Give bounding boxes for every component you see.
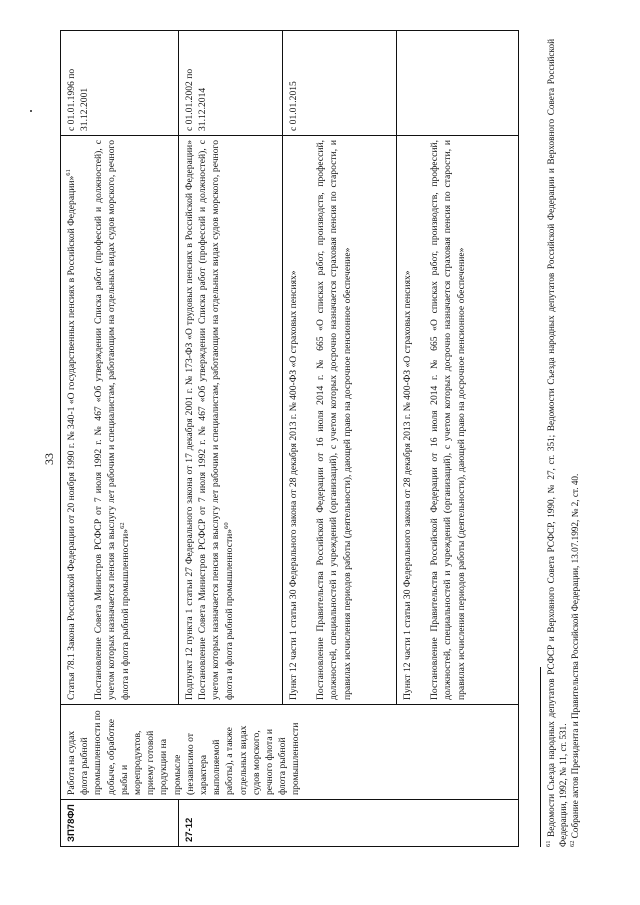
legal-doc: Постановление Правительства Российской Федерации от 16 июля 2014 г. № 665 «О списках работ, производств, профессий, должностей, специальностей и учреждений (организаций), с учетом которых досрочно назначается страховая пенсия по старости, и правилах исчисления периодов работы (деятельности), дающей право на досрочное пенсионное обеспечение» — [429, 140, 467, 700]
table-row — [61, 31, 179, 847]
legal-doc: Подпункт 12 пункта 1 статьи 27 Федерального закона от 17 декабря 2001 г. № 173-ФЗ «О трудовых пенсиях в Российской Федерации» Постановление Совета Министров РСФСР от 7 июля 1992 г. № 467 «Об утверждении Списка работ (профессий и должностей), с учетом которых назначается пенсия за выслугу лет рабочим и специалистам, работающим на отдельных видах судов морского, речного флота и флота рыбной промышленности» — [184, 140, 235, 700]
footnote — [569, 39, 581, 847]
footnotes — [540, 39, 581, 847]
row-legal-basis — [283, 136, 397, 705]
scan-speck — [30, 110, 32, 112]
row-code: ЗП78ФЛ — [61, 800, 179, 847]
row-work-description: Работа на судах флота рыбной промышленности по добыче, обработке рыбы и морепродуктов, приему готовой продукции на промысле (независимо от характера выполняемой работы), а также отдельных видах судов морского, речного флота и флота рыбной промышленности — [61, 705, 519, 800]
row-period — [397, 31, 519, 136]
legal-doc: Постановление Совета Министров РСФСР от 7 июля 1992 г. № 467 «Об утверждении Списка работ (профессий и должностей), с учетом которых назначается пенсия за выслугу лет рабочим и специалистам, работающим на отдельных видах судов морского, речного флота и флота рыбной промышленности» — [93, 140, 131, 700]
footnote-ref: 61 — [64, 169, 72, 176]
row-period: с 01.01.2015 — [283, 31, 397, 136]
row-legal-basis — [61, 136, 179, 705]
row-legal-basis — [179, 136, 283, 705]
legal-doc: Пункт 12 части 1 статьи 30 Федерального закона от 28 декабря 2013 г. № 400-ФЗ «О страховых пенсиях» — [402, 270, 413, 700]
footnote-text: Ведомости Съезда народных депутатов РСФСР и Верховного Совета РСФСР, 1990, № 27, ст. 351; Ведомости Съезда народных депутатов Российской Федерации и Верховного Совета Российской Федерации, 1992, № 11, ст. 531. — [546, 38, 568, 847]
footnote-mark: 61 — [544, 840, 552, 847]
footnote-ref: 62 — [118, 522, 126, 529]
footnote-text: Собрание актов Президента и Правительства Российской Федерации, 13.07.1992, № 2, ст. 40. — [570, 473, 580, 839]
page-number: 33 — [42, 453, 56, 465]
footnote-mark: 62 — [568, 840, 576, 847]
footnote-divider — [540, 667, 541, 847]
footnote-ref: 60 — [222, 522, 230, 529]
row-legal-basis — [397, 136, 519, 705]
footnote — [545, 39, 569, 847]
row-code: 27-12 — [179, 800, 519, 847]
row-period: с 01.01.2002 по 31.12.2014 — [179, 31, 283, 136]
legal-doc: Постановление Правительства Российской Федерации от 16 июля 2014 г. № 665 «О списках работ, производств, профессий, должностей, специальностей и учреждений (организаций), с учетом которых досрочно назначается страховая пенсия по старости, и правилах исчисления периодов работы (деятельности), дающей право на досрочное пенсионное обеспечение» — [315, 140, 353, 700]
legal-doc: Пункт 12 части 1 статьи 30 Федерального закона от 28 декабря 2013 г. № 400-ФЗ «О страховых пенсиях» — [288, 270, 299, 700]
row-period: с 01.01.1996 по 31.12.2001 — [61, 31, 179, 136]
legal-doc: Статья 78.1 Закона Российской Федерации от 20 ноября 1990 г. № 340-1 «О государственных пенсиях в Российской Федерации» — [66, 175, 77, 700]
pension-table — [60, 30, 519, 847]
